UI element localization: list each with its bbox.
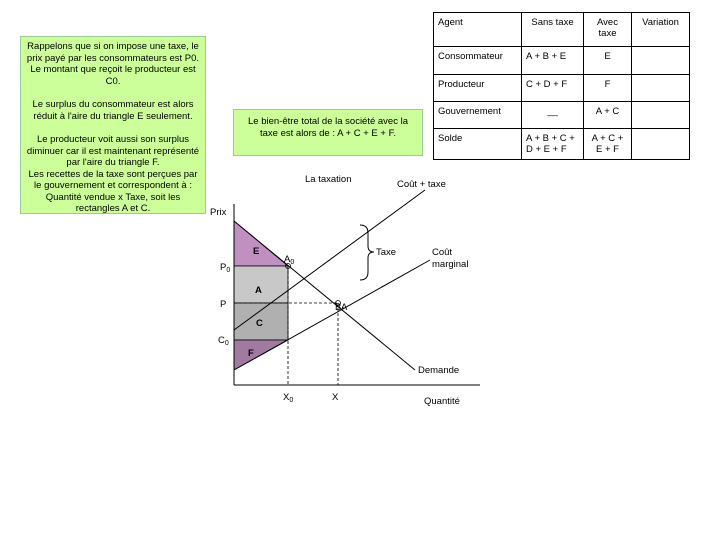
quantity-label-x0: $X_0$ xyxy=(283,392,294,404)
demand-label: Demande xyxy=(418,365,460,376)
header-avec-taxe: Avec taxe xyxy=(584,13,632,47)
region-label-c: C xyxy=(256,318,263,329)
cell-sans-taxe: C + D + F xyxy=(522,75,584,102)
region-label-f: F xyxy=(248,348,254,359)
header-variation: Variation xyxy=(632,13,690,47)
cell-sans-taxe: __ xyxy=(522,102,584,129)
point-label-a0: $A_0$ xyxy=(284,254,295,266)
cell-sans-taxe: A + B + C + D + E + F xyxy=(522,129,584,160)
cell-avec-taxe: A + C + E + F xyxy=(584,129,632,160)
region-label-b: B xyxy=(335,302,342,313)
cost-plus-tax-label: Coût + taxe xyxy=(397,179,446,190)
quantity-label-x: X xyxy=(332,392,339,403)
marginal-cost-label-2: marginal xyxy=(432,259,469,270)
note-tax-revenue: Les recettes de la taxe sont perçues par le gouvernement et correspondent à : Quantité vendue x Taxe, soit les rectangles A et C. xyxy=(28,168,198,214)
tax-label: Taxe xyxy=(376,247,397,258)
cell-agent: Gouvernement xyxy=(434,102,522,129)
tax-bracket xyxy=(360,225,374,280)
cell-sans-taxe: A + B + E xyxy=(522,47,584,75)
cell-avec-taxe: A + C xyxy=(584,102,632,129)
cell-agent: Solde xyxy=(434,129,522,160)
price-label-p: P xyxy=(220,299,227,310)
graph-title: La taxation xyxy=(305,174,352,185)
x-axis-label: Quantité xyxy=(424,396,460,407)
point-label-a: A xyxy=(341,302,348,313)
note-consumer-surplus: Le surplus du consommateur est alors réduit à l'aire du triangle E seulement. xyxy=(32,99,194,122)
header-sans-taxe: Sans taxe xyxy=(522,13,584,47)
region-label-e: E xyxy=(253,246,260,257)
cell-avec-taxe: E xyxy=(584,47,632,75)
header-agent: Agent xyxy=(434,13,522,47)
marginal-cost-label-1: Coût xyxy=(432,247,453,258)
cell-avec-taxe: F xyxy=(584,75,632,102)
y-axis-label: Prix xyxy=(210,207,227,218)
cell-agent: Consommateur xyxy=(434,47,522,75)
region-label-a: A xyxy=(255,285,262,296)
price-label-c0: $C_0$ xyxy=(218,335,229,347)
note-tax-prices: Rappelons que si on impose une taxe, le prix payé par les consommateurs est P0. Le montant que reçoit le producteur est C0. xyxy=(26,41,200,87)
cell-agent: Producteur xyxy=(434,75,522,102)
price-label-p0: $P_0$ xyxy=(220,262,231,274)
note-producer-surplus: Le producteur voit aussi son surplus diminuer car il est maintenant représenté par l'aire du triangle F. xyxy=(26,134,200,168)
welfare-note-text: Le bien-être total de la société avec la taxe est alors de : A + C + E + F. xyxy=(247,116,408,139)
